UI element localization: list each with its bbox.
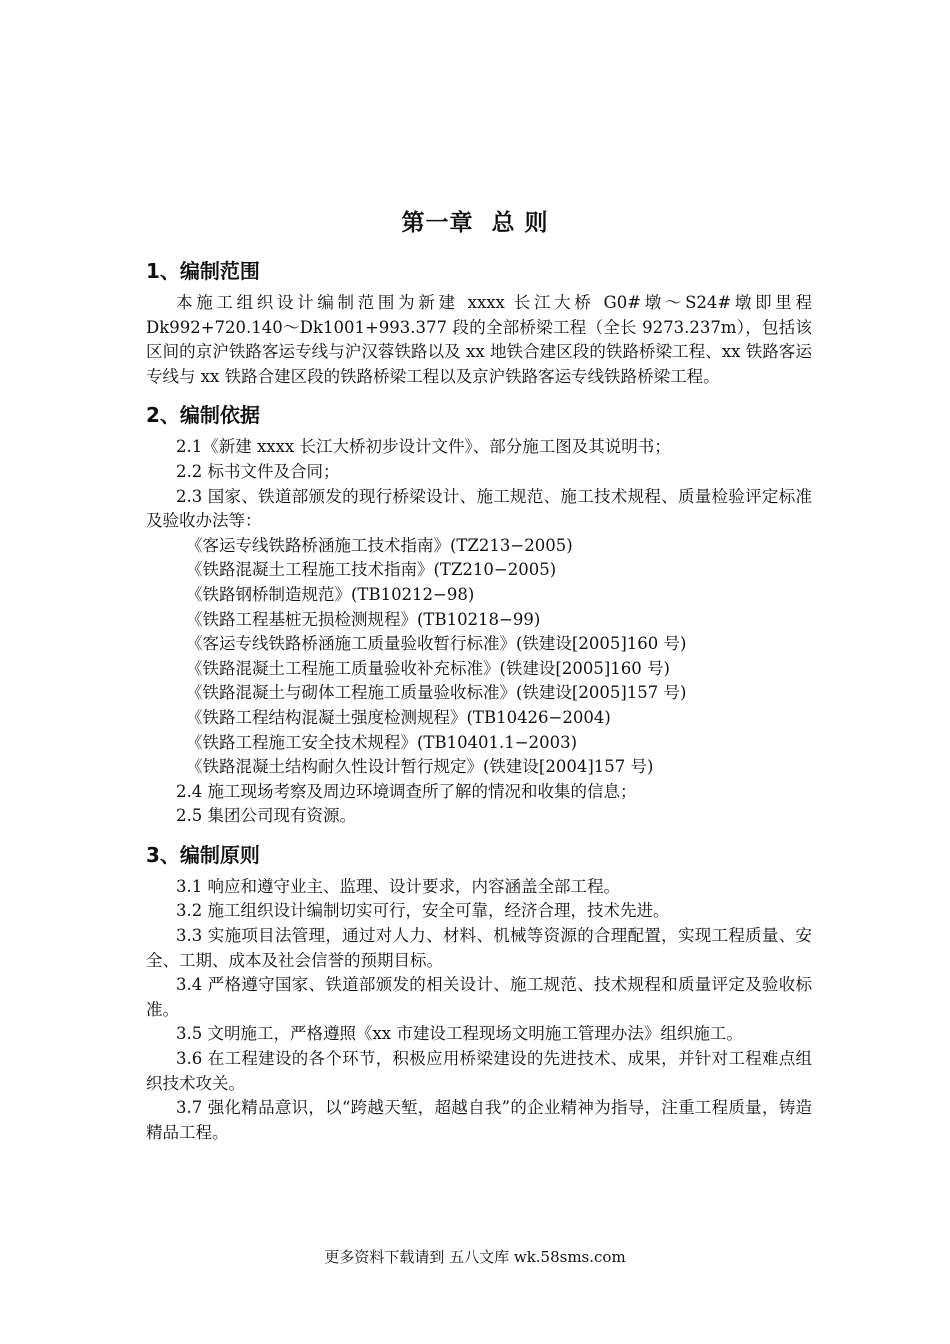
standard-item: 《客运专线铁路桥涵施工质量验收暂行标准》(铁建设[2005]160 号) [186,634,687,654]
principle-item: 3.2 施工组织设计编制切实可行，安全可靠，经济合理，技术先进。 [176,901,670,921]
standard-item: 《客运专线铁路桥涵施工技术指南》(TZ213−2005) [186,535,573,555]
principle-item: 3.3 实施项目法管理，通过对人力、材料、机械等资源的合理配置，实现工程质量、安全、工期、成本及社会信誉的预期目标。 [146,926,812,970]
standard-item: 《铁路工程结构混凝土强度检测规程》(TB10426−2004) [186,707,611,727]
principle-item: 3.7 强化精品意识，以“跨越天堑，超越自我”的企业精神为指导，注重工程质量，铸造精品工程。 [146,1098,812,1142]
standard-item: 《铁路钢桥制造规范》(TB10212−98) [186,584,475,604]
basis-item-2-2: 2.2 标书文件及合同； [176,461,340,481]
principle-item: 3.5 文明施工，严格遵照《xx 市建设工程现场文明施工管理办法》组织施工。 [176,1024,743,1044]
standard-item: 《铁路混凝土工程施工技术指南》(TZ210−2005) [186,560,557,580]
section-heading-scope: 1、编制范围 [146,259,260,283]
standard-item: 《铁路混凝土与砌体工程施工质量验收标准》(铁建设[2005]157 号) [186,683,687,703]
document-body [146,254,812,1145]
chapter-title: 第一章 总 则 [401,210,549,236]
standard-item: 《铁路工程施工安全技术规程》(TB10401.1−2003) [186,732,578,752]
principle-item: 3.1 响应和遵守业主、监理、设计要求，内容涵盖全部工程。 [176,876,620,896]
standard-item: 《铁路混凝土结构耐久性设计暂行规定》(铁建设[2004]157 号) [186,757,654,777]
principle-item: 3.6 在工程建设的各个环节，积极应用桥梁建设的先进技术、成果，并针对工程难点组织技术攻关。 [146,1049,812,1093]
basis-item-2-4: 2.4 施工现场考察及周边环境调查所了解的情况和收集的信息； [176,781,637,801]
principle-item: 3.4 严格遵守国家、铁道部颁发的相关设计、施工规范、技术规程和质量评定及验收标准。 [146,975,812,1019]
section-heading-basis: 2、编制依据 [146,403,260,428]
standard-item: 《铁路工程基桩无损检测规程》(TB10218−99) [186,609,541,629]
footer-download-link[interactable]: 更多资料下载请到 五八文库 wk.58sms.com [324,1248,626,1266]
basis-item-2-3: 2.3 国家、铁道部颁发的现行桥梁设计、施工规范、施工技术规程、质量检验评定标准及验收办法等： [146,486,812,531]
basis-item-2-5: 2.5 集团公司现有资源。 [176,806,356,826]
standard-item: 《铁路混凝土工程施工质量验收补充标准》(铁建设[2005]160 号) [186,658,670,678]
basis-item-2-1: 2.1《新建 xxxx 长江大桥初步设计文件》、部分施工图及其说明书； [176,437,671,457]
scope-paragraph: 本施工组织设计编制范围为新建 xxxx 长江大桥 G0#墩～S24#墩即里程 Dk992+720.140～Dk1001+993.377 段的全部桥梁工程（全长 9273.237m），包括该区间的京沪铁路客运专线与沪汉蓉铁路以及 xx 地铁合建区段的铁路桥梁工程、xx 铁路客运专线与 xx 铁路合建区段的铁路桥梁工程以及京沪铁路客运专线铁路桥梁工程。 [146,293,812,386]
section-heading-principles: 3、编制原则 [146,842,260,867]
